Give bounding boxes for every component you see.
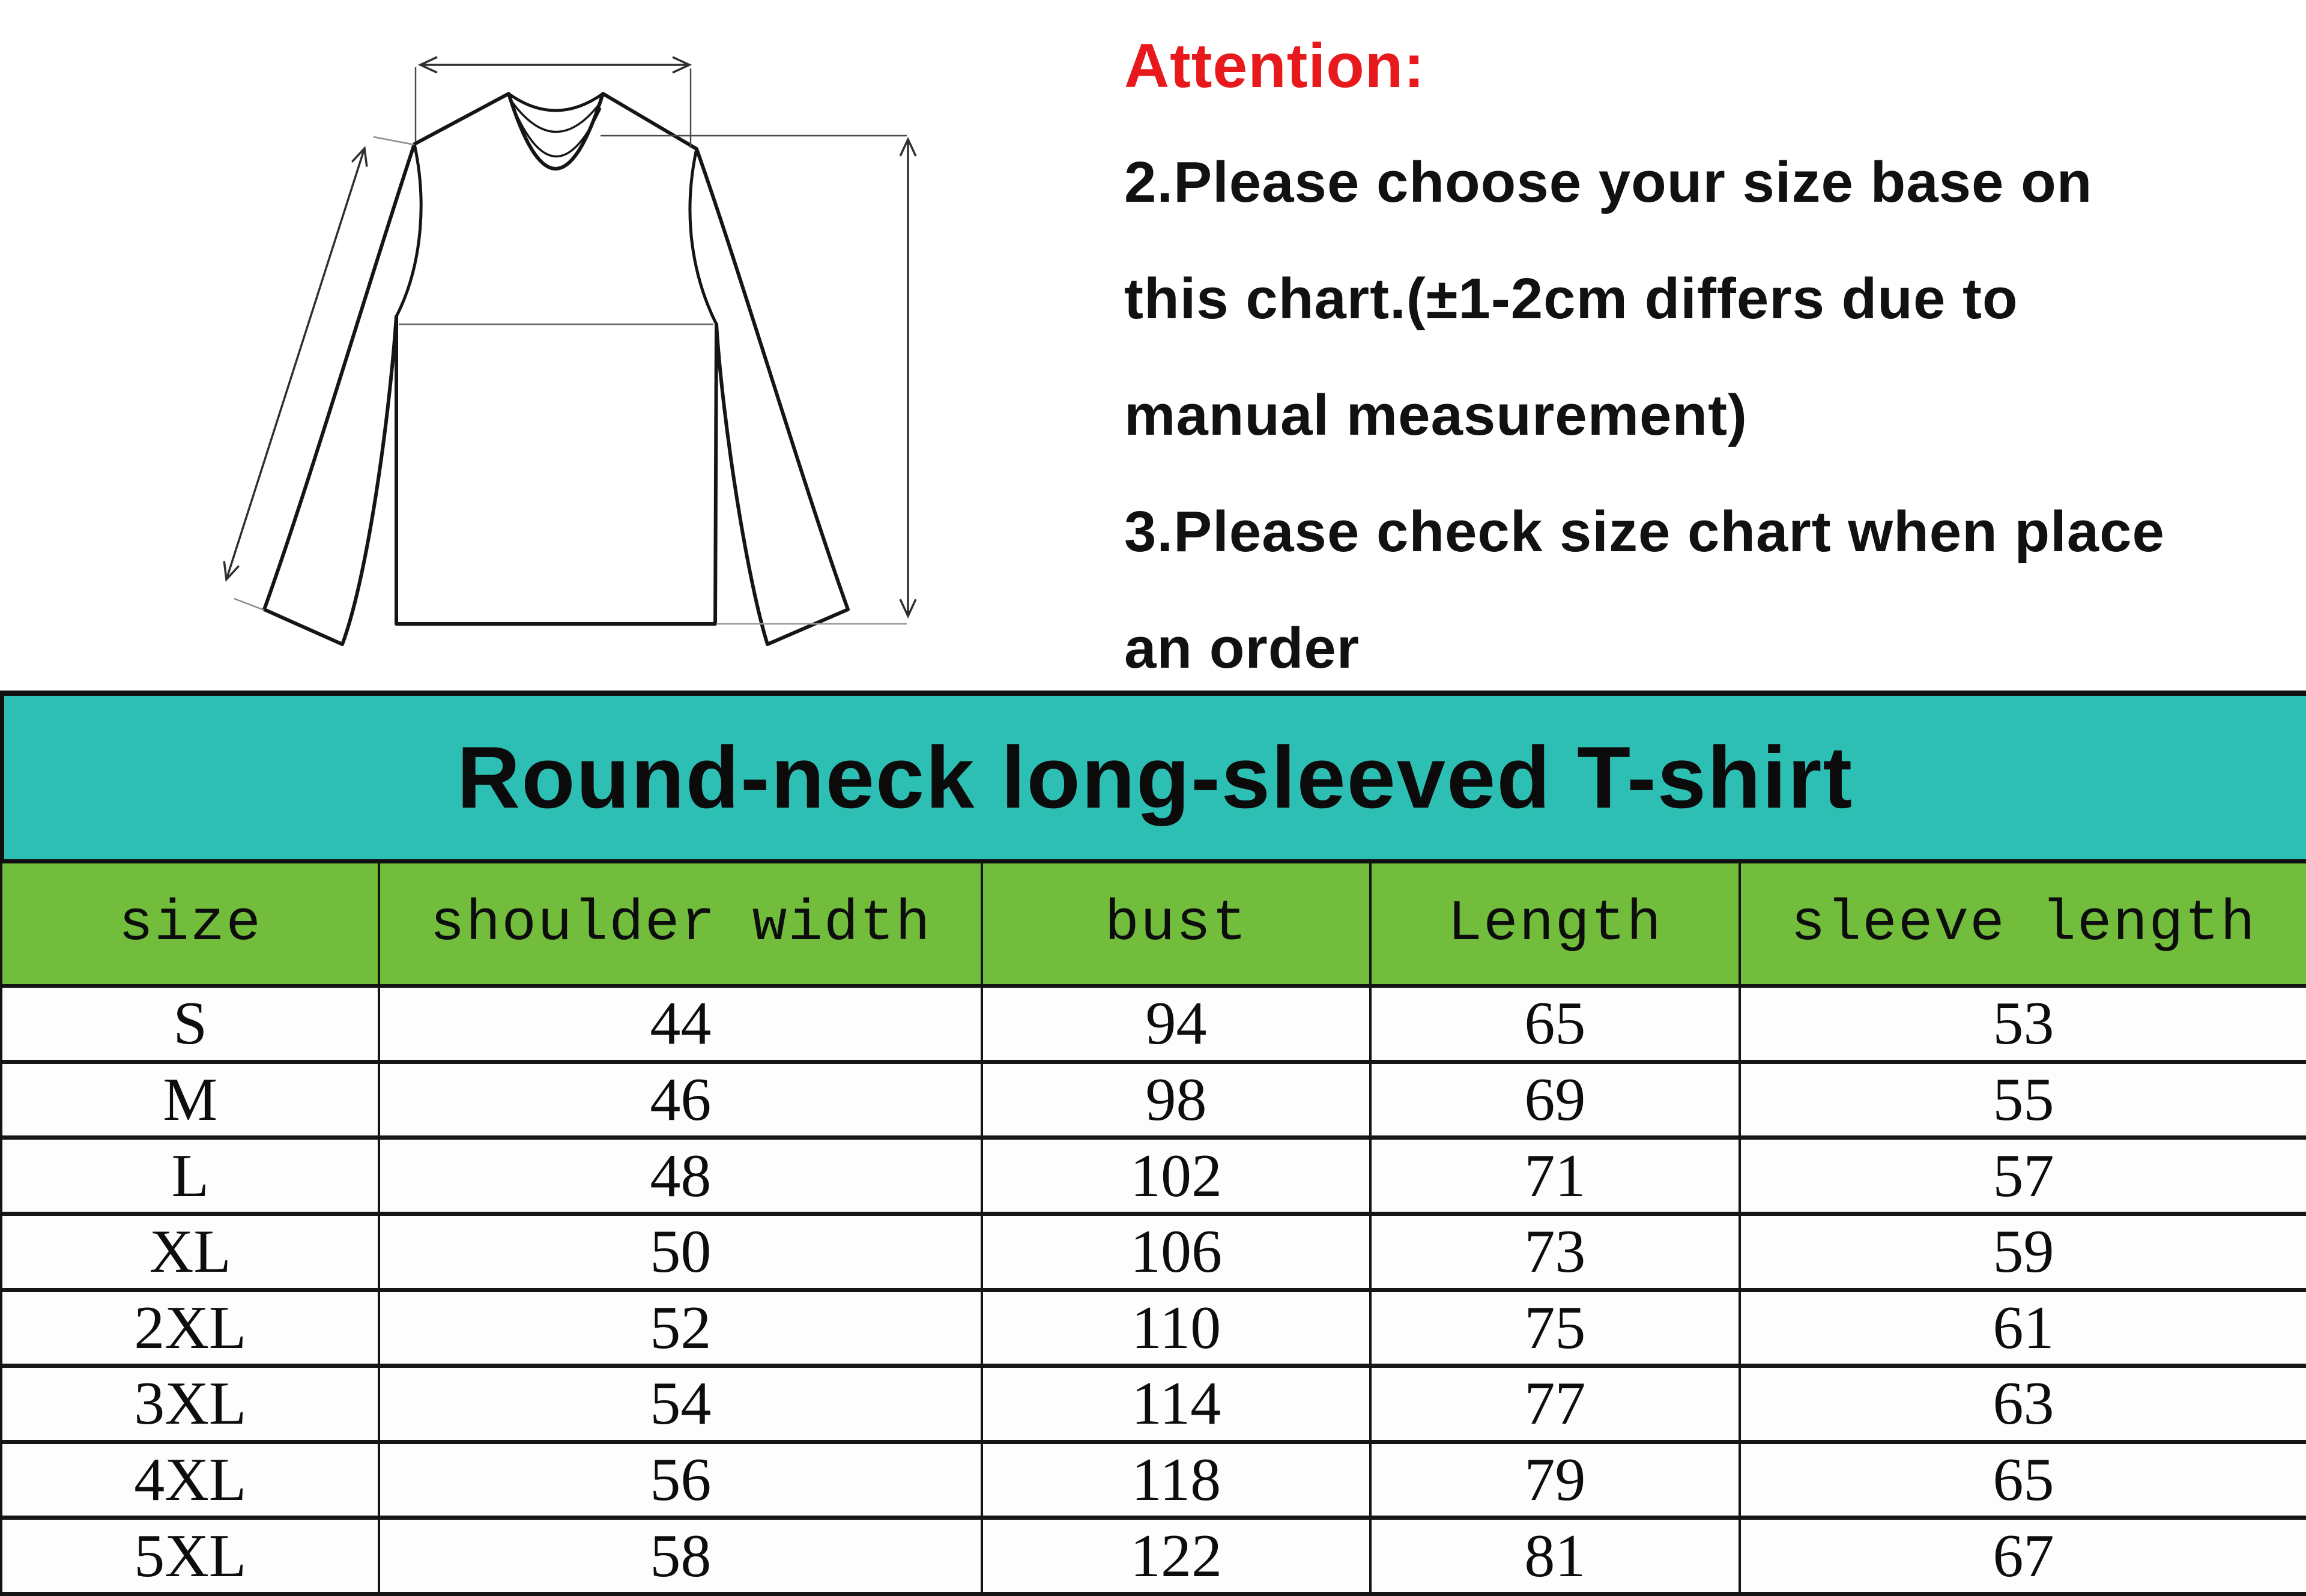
value-cell: 98 [983, 1064, 1371, 1136]
tshirt-outline [264, 94, 848, 644]
header-cell: bust [983, 863, 1371, 984]
size-table-header [0, 863, 2306, 988]
table-row [2, 1064, 2306, 1140]
value-cell: 50 [380, 1216, 983, 1288]
attention-line: an order [1124, 616, 1360, 680]
value-cell: 110 [983, 1292, 1371, 1364]
value-cell: 114 [983, 1368, 1371, 1440]
size-cell: XL [2, 1216, 380, 1288]
table-row [2, 1520, 2306, 1596]
value-cell: 94 [983, 988, 1371, 1060]
value-cell: 79 [1372, 1444, 1741, 1516]
header-cell: shoulder width [380, 863, 983, 984]
value-cell: 73 [1372, 1216, 1741, 1288]
attention-line: 3.Please check size chart when place [1124, 500, 2165, 564]
value-cell: 71 [1372, 1140, 1741, 1212]
value-cell: 122 [983, 1520, 1371, 1592]
value-cell: 65 [1993, 1446, 2054, 1514]
size-cell: S [2, 988, 380, 1060]
value-cell: 57 [1993, 1141, 2054, 1210]
value-cell: 61 [1993, 1293, 2054, 1362]
value-cell: 59 [1993, 1218, 2054, 1286]
table-row [2, 1368, 2306, 1444]
value-cell: 67 [1993, 1522, 2054, 1590]
title-banner [0, 691, 2306, 863]
size-cell: M [2, 1064, 380, 1136]
value-cell: 46 [380, 1064, 983, 1136]
size-cell: 5XL [2, 1520, 380, 1592]
header-cell: Length [1372, 863, 1741, 984]
value-cell: 106 [983, 1216, 1371, 1288]
value-cell: 55 [1993, 1065, 2054, 1134]
table-row [2, 1140, 2306, 1216]
size-cell: 4XL [2, 1444, 380, 1516]
size-cell: 3XL [2, 1368, 380, 1440]
value-cell: 102 [983, 1140, 1371, 1212]
value-cell: 75 [1372, 1292, 1741, 1364]
value-cell: 65 [1372, 988, 1741, 1060]
attention-line: 2.Please choose your size base on [1124, 150, 2093, 214]
size-table-body [0, 988, 2306, 1596]
value-cell: 63 [1993, 1370, 2054, 1438]
size-cell: L [2, 1140, 380, 1212]
collar-rib-top [509, 94, 603, 110]
header-cell: size [2, 863, 380, 984]
value-cell: 58 [380, 1520, 983, 1592]
value-cell: 118 [983, 1444, 1371, 1516]
value-cell: 53 [1993, 990, 2054, 1058]
attention-lines [1124, 124, 2301, 707]
value-cell: 81 [1372, 1520, 1741, 1592]
attention-line: this chart.(±1-2cm differs due to [1124, 267, 2018, 331]
table-row [2, 1216, 2306, 1292]
attention-block [1124, 8, 2301, 707]
table-row [2, 1292, 2306, 1368]
value-cell: 48 [380, 1140, 983, 1212]
value-cell: 54 [380, 1368, 983, 1440]
header-cell: sleeve length [1791, 891, 2256, 957]
value-cell: 77 [1372, 1368, 1741, 1440]
attention-heading: Attention: [1124, 31, 1425, 101]
guide-line [234, 599, 264, 610]
table-row [2, 988, 2306, 1064]
value-cell: 52 [380, 1292, 983, 1364]
page-title: Round-neck long-sleeved T-shirt [456, 728, 1854, 826]
value-cell: 69 [1372, 1064, 1741, 1136]
value-cell: 56 [380, 1444, 983, 1516]
value-cell: 44 [380, 988, 983, 1060]
attention-line: manual measurement) [1124, 383, 1748, 447]
tshirt-measurement-diagram [0, 0, 961, 691]
guide-line [374, 137, 414, 145]
table-row [2, 1444, 2306, 1520]
size-cell: 2XL [2, 1292, 380, 1364]
